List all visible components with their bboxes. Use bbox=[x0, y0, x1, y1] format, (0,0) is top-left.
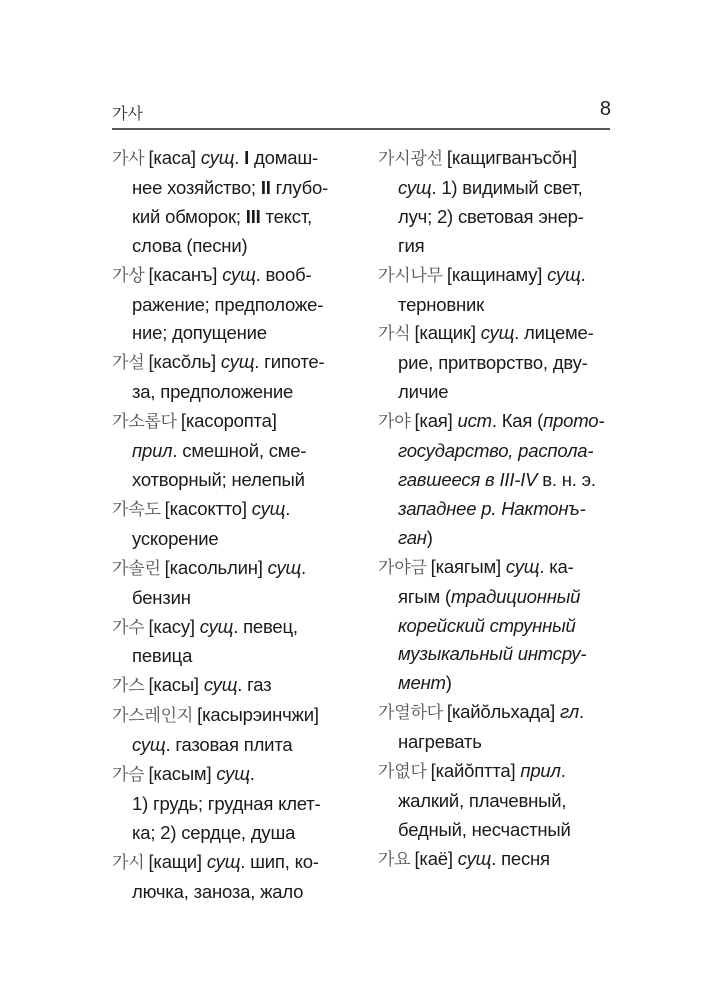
definition-text: певица bbox=[132, 645, 193, 667]
dictionary-entry bbox=[112, 701, 362, 760]
headword: 가시 bbox=[112, 852, 145, 873]
definition-text: ) bbox=[445, 672, 452, 694]
definition-text: [касанъ] bbox=[148, 263, 223, 285]
entry-line bbox=[112, 554, 362, 584]
italic-text: сущ bbox=[457, 847, 492, 869]
entry-line bbox=[378, 291, 618, 320]
running-head: 가사 bbox=[112, 106, 143, 123]
headword: 가설 bbox=[112, 353, 145, 374]
dictionary-entry bbox=[112, 760, 362, 848]
dictionary-entry bbox=[112, 613, 362, 672]
left-column bbox=[112, 144, 362, 907]
headword: 가야 bbox=[378, 412, 411, 433]
definition-text: рие, притворство, дву- bbox=[398, 352, 588, 374]
italic-text: корейский струнный bbox=[398, 614, 576, 636]
definition-text: [кайŏльхада] bbox=[446, 701, 560, 723]
definition-text: слова (песни) bbox=[132, 234, 248, 256]
dictionary-entry bbox=[378, 319, 618, 407]
definition-text: [касŏль] bbox=[148, 351, 221, 373]
definition-text: 1) грудь; грудная клет- bbox=[132, 792, 321, 814]
italic-text: сущ bbox=[267, 556, 302, 578]
definition-text: [касым] bbox=[148, 763, 217, 785]
dictionary-entry bbox=[378, 261, 618, 320]
definition-text: хотворный; нелепый bbox=[132, 468, 305, 490]
definition-text: в. н. э. bbox=[537, 468, 596, 490]
entry-line bbox=[378, 757, 618, 787]
entry-line bbox=[378, 698, 618, 728]
italic-text: музыкальный интсру- bbox=[398, 643, 587, 665]
dictionary-entry bbox=[378, 407, 618, 553]
dictionary-entry bbox=[112, 144, 362, 261]
definition-text: [кащик] bbox=[414, 322, 481, 344]
italic-text: прото- bbox=[543, 410, 605, 432]
italic-text: сущ bbox=[222, 263, 256, 285]
definition-text: [касоропта] bbox=[180, 410, 277, 432]
entry-line bbox=[112, 466, 362, 495]
entry-line bbox=[112, 437, 362, 466]
entry-line bbox=[112, 671, 362, 701]
definition-text: . bbox=[285, 497, 291, 519]
definition-text: . bbox=[580, 263, 586, 285]
page-number: 8 bbox=[599, 98, 611, 120]
italic-text: сущ bbox=[480, 322, 515, 344]
dictionary-entry bbox=[378, 845, 618, 875]
headword: 가식 bbox=[378, 324, 411, 345]
definition-text: [касы] bbox=[148, 674, 204, 696]
italic-text: гавшееся в III-IV bbox=[398, 468, 538, 490]
headword: 가야금 bbox=[378, 557, 427, 578]
definition-text: [каё] bbox=[414, 847, 458, 869]
entry-line bbox=[378, 816, 618, 845]
entry-line bbox=[378, 845, 618, 875]
entry-line bbox=[112, 174, 362, 203]
definition-text: [касу] bbox=[148, 615, 200, 637]
headword: 가솔린 bbox=[112, 558, 161, 579]
definition-text: [касоктто] bbox=[164, 497, 252, 519]
italic-text: гл bbox=[559, 701, 579, 723]
italic-text: сущ bbox=[505, 555, 540, 577]
headword: 가엾다 bbox=[378, 762, 427, 783]
definition-text: луч; 2) световая энер- bbox=[398, 205, 584, 227]
entry-line bbox=[112, 348, 362, 378]
definition-text: ражение; предположе- bbox=[132, 293, 324, 315]
italic-text: сущ bbox=[398, 176, 432, 198]
italic-text: западнее р. Нактонъ- bbox=[398, 497, 586, 519]
headword: 가수 bbox=[112, 617, 145, 638]
headword: 가슴 bbox=[112, 765, 145, 786]
entry-line bbox=[378, 144, 618, 174]
entry-line bbox=[378, 232, 618, 261]
definition-text: . вооб- bbox=[255, 263, 312, 285]
italic-text: сущ bbox=[547, 263, 581, 285]
right-column bbox=[378, 144, 618, 875]
definition-text: жалкий, плачевный, bbox=[398, 789, 567, 811]
definition-text: . гипоте- bbox=[254, 351, 325, 373]
dictionary-entry bbox=[112, 261, 362, 349]
definition-text: . 1) видимый свет, bbox=[431, 176, 583, 198]
entry-line bbox=[378, 261, 618, 291]
entry-line bbox=[378, 203, 618, 232]
dictionary-entry bbox=[112, 407, 362, 495]
entry-line bbox=[378, 787, 618, 816]
italic-text: сущ bbox=[132, 734, 166, 756]
definition-text: нагревать bbox=[398, 731, 482, 753]
italic-text: сущ bbox=[251, 497, 286, 519]
definition-text: ние; допущение bbox=[132, 322, 267, 344]
dictionary-entry bbox=[112, 848, 362, 907]
entry-line bbox=[112, 203, 362, 232]
headword: 가요 bbox=[378, 849, 411, 870]
definition-text: [касырэинчжи] bbox=[197, 704, 319, 726]
entry-line bbox=[112, 495, 362, 525]
entry-line bbox=[112, 407, 362, 437]
definition-text: терновник bbox=[398, 293, 485, 315]
italic-text: ган bbox=[398, 526, 427, 548]
definition-text: [кайŏптта] bbox=[430, 760, 521, 782]
headword: 가스 bbox=[112, 676, 145, 697]
entry-line bbox=[378, 407, 618, 437]
definition-text: [кащигванъсŏн] bbox=[446, 147, 577, 168]
entry-line bbox=[112, 642, 362, 671]
sense-number: III bbox=[245, 205, 261, 227]
definition-text: домаш- bbox=[249, 147, 318, 168]
entry-line bbox=[112, 760, 362, 790]
entry-line bbox=[112, 878, 362, 907]
italic-text: прил bbox=[520, 760, 561, 782]
entry-line bbox=[112, 701, 362, 731]
dictionary-entry bbox=[112, 554, 362, 613]
definition-text: ка; 2) сердце, душа bbox=[132, 821, 296, 843]
definition-text: ) bbox=[426, 526, 433, 548]
dictionary-entry bbox=[378, 698, 618, 757]
definition-text: ускорение bbox=[132, 527, 219, 549]
entry-line bbox=[378, 583, 618, 612]
entry-line bbox=[112, 232, 362, 261]
definition-text: . песня bbox=[491, 847, 550, 869]
italic-text: традиционный bbox=[450, 585, 581, 607]
entry-line bbox=[378, 174, 618, 203]
definition-text: [каягым] bbox=[430, 555, 506, 577]
definition-text: [кащинаму] bbox=[446, 263, 548, 285]
definition-text: [каса] bbox=[148, 147, 201, 168]
headword: 가시광선 bbox=[378, 149, 443, 169]
entry-line bbox=[378, 437, 618, 466]
definition-text: личие bbox=[398, 381, 449, 403]
italic-text: сущ bbox=[203, 674, 238, 696]
entry-line bbox=[378, 349, 618, 378]
italic-text: сущ bbox=[216, 763, 250, 785]
definition-text: кий обморок; bbox=[132, 205, 246, 227]
definition-text: . певец, bbox=[233, 615, 298, 637]
italic-text: сущ bbox=[206, 850, 241, 872]
definition-text: бедный, несчастный bbox=[398, 818, 571, 840]
definition-text: . смешной, сме- bbox=[172, 440, 307, 462]
definition-text: . bbox=[560, 760, 566, 782]
entry-line bbox=[112, 613, 362, 643]
definition-text: гия bbox=[398, 234, 425, 256]
entry-line bbox=[112, 819, 362, 848]
dictionary-entry bbox=[112, 671, 362, 701]
dictionary-entry bbox=[112, 495, 362, 554]
definition-text: [кая] bbox=[414, 410, 458, 432]
headword: 가스레인지 bbox=[112, 706, 194, 727]
headword: 가열하다 bbox=[378, 703, 443, 724]
italic-text: государство, распола- bbox=[398, 440, 594, 462]
entry-line bbox=[112, 525, 362, 554]
entry-line bbox=[378, 640, 618, 669]
definition-text: бензин bbox=[132, 586, 191, 608]
definition-text: . bbox=[234, 147, 245, 168]
definition-text: . bbox=[301, 556, 306, 578]
definition-text: . шип, ко- bbox=[240, 850, 319, 872]
entry-line bbox=[378, 612, 618, 641]
entry-line bbox=[112, 261, 362, 291]
entry-line bbox=[112, 731, 362, 760]
definition-text: текст, bbox=[260, 205, 312, 227]
definition-text: за, предположение bbox=[132, 381, 294, 403]
entry-line bbox=[378, 495, 618, 524]
definition-text: . bbox=[578, 701, 584, 723]
entry-line bbox=[378, 669, 618, 698]
entry-line bbox=[112, 790, 362, 819]
header-rule bbox=[112, 128, 610, 130]
sense-number: I bbox=[244, 147, 250, 168]
italic-text: сущ bbox=[199, 615, 234, 637]
definition-text: нее хозяйство; bbox=[132, 176, 261, 198]
definition-text: . ка- bbox=[539, 555, 574, 577]
entry-line bbox=[378, 728, 618, 757]
definition-text: [кащи] bbox=[148, 850, 207, 872]
headword: 가속도 bbox=[112, 499, 161, 520]
entry-line bbox=[112, 144, 362, 174]
entry-line bbox=[112, 378, 362, 407]
definition-text: . газ bbox=[237, 674, 272, 696]
definition-text: [касольлин] bbox=[164, 556, 268, 578]
headword: 가시나무 bbox=[378, 265, 443, 286]
entry-line bbox=[378, 378, 618, 407]
entry-line bbox=[378, 319, 618, 349]
definition-text: ягым ( bbox=[398, 585, 451, 607]
definition-text: глубо- bbox=[270, 176, 329, 198]
sense-number: II bbox=[260, 176, 271, 198]
definition-text: . Кая ( bbox=[491, 410, 544, 432]
entry-line bbox=[112, 848, 362, 878]
italic-text: мент bbox=[398, 672, 446, 694]
entry-line bbox=[112, 319, 362, 348]
definition-text: . газовая плита bbox=[165, 734, 293, 756]
headword: 가소롭다 bbox=[112, 412, 177, 433]
dictionary-entry bbox=[378, 553, 618, 699]
italic-text: ист bbox=[457, 410, 492, 432]
entry-line bbox=[112, 291, 362, 320]
italic-text: прил bbox=[132, 440, 173, 462]
dictionary-entry bbox=[378, 144, 618, 261]
entry-line bbox=[378, 524, 618, 553]
italic-text: сущ bbox=[200, 147, 235, 168]
definition-text: . bbox=[249, 763, 255, 785]
headword: 가사 bbox=[112, 149, 145, 169]
dictionary-entry bbox=[112, 348, 362, 407]
entry-line bbox=[378, 553, 618, 583]
entry-line bbox=[378, 466, 618, 495]
definition-text: лючка, заноза, жало bbox=[132, 880, 304, 902]
dictionary-entry bbox=[378, 757, 618, 845]
entry-line bbox=[112, 584, 362, 613]
definition-text: . лицеме- bbox=[514, 322, 594, 344]
headword: 가상 bbox=[112, 265, 145, 286]
italic-text: сущ bbox=[220, 351, 255, 373]
